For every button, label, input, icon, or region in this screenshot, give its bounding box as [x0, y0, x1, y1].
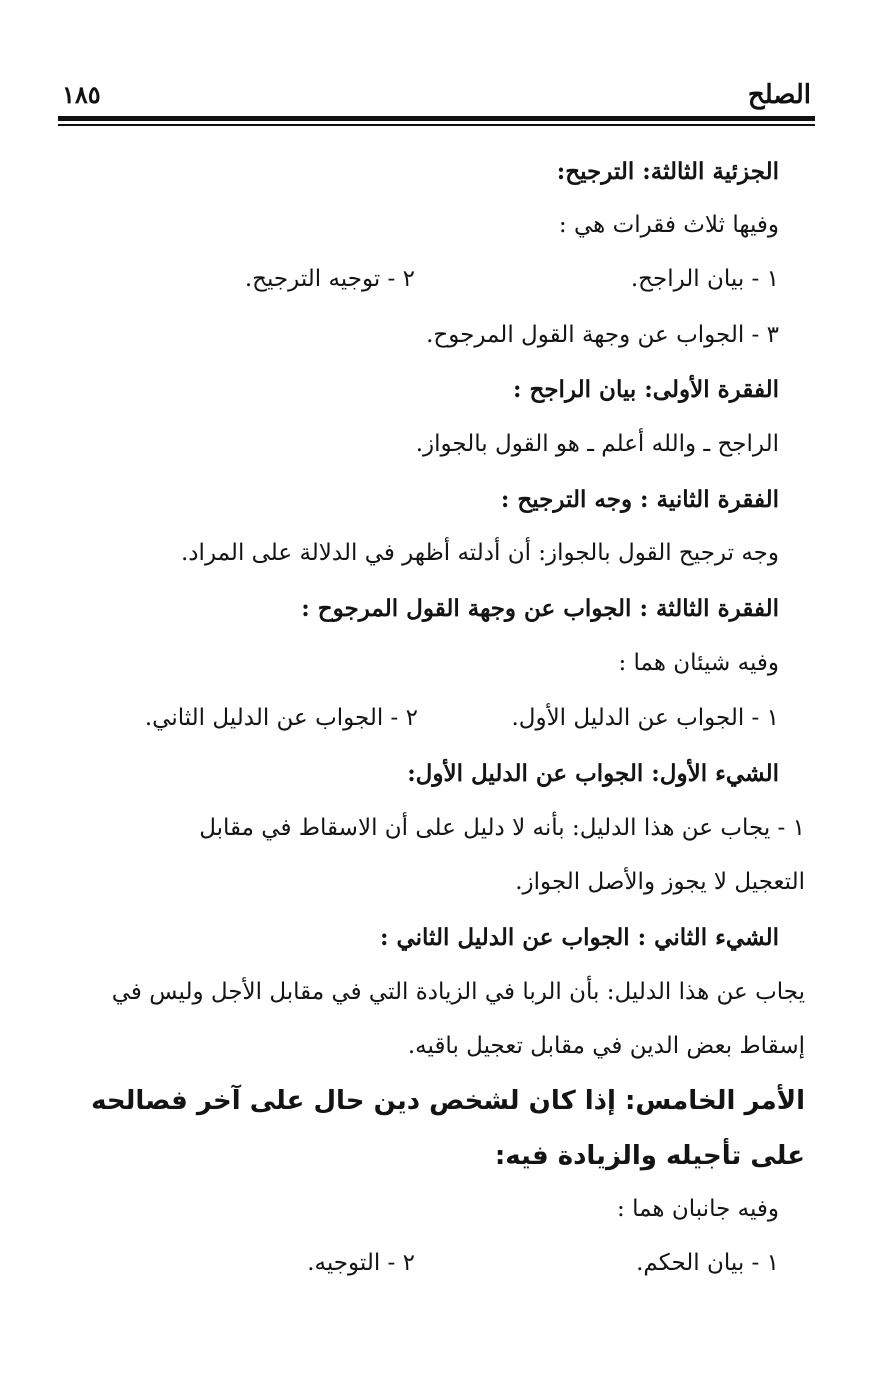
paragraph-text: إسقاط بعض الدين في مقابل تعجيل باقيه. — [407, 1033, 805, 1059]
subheading-para1: الفقرة الأولى: بيان الراجح : — [513, 376, 779, 403]
list-item: ١ - الجواب عن الدليل الأول. — [511, 705, 779, 731]
subheading-thing2: الشيء الثاني : الجواب عن الدليل الثاني : — [379, 924, 779, 951]
list-item: ٢ - التوجيه. — [307, 1250, 415, 1276]
header-rule-thick — [58, 116, 815, 121]
main-heading-matter5-cont: على تأجيله والزيادة فيه: — [494, 1141, 805, 1171]
paragraph-text: ١ - يجاب عن هذا الدليل: بأنه لا دليل على أن الاسقاط في مقابل — [199, 815, 805, 841]
list-item: ١ - بيان الراجح. — [630, 266, 779, 292]
list-item: ٢ - الجواب عن الدليل الثاني. — [144, 705, 418, 731]
page-number: ١٨٥ — [62, 80, 101, 109]
list-item: ١ - بيان الحكم. — [636, 1250, 779, 1276]
list-item: ٣ - الجواب عن وجهة القول المرجوح. — [426, 322, 779, 348]
paragraph-text: يجاب عن هذا الدليل: بأن الربا في الزيادة التي في مقابل الأجل وليس في — [111, 979, 805, 1005]
paragraph-text: الراجح ـ والله أعلم ـ هو القول بالجواز. — [415, 431, 779, 457]
header-rule-thin — [58, 124, 815, 126]
main-heading-matter5: الأمر الخامس: إذا كان لشخص دين حال على آخر فصالحه — [91, 1086, 805, 1116]
running-header-title: الصلح — [747, 80, 811, 110]
list-item: ٢ - توجيه الترجيح. — [244, 266, 415, 292]
subheading-para3: الفقرة الثالثة : الجواب عن وجهة القول المرجوح : — [301, 595, 779, 622]
paragraph-text: التعجيل لا يجوز والأصل الجواز. — [515, 869, 805, 895]
paragraph-text: وفيه شيئان هما : — [618, 650, 779, 676]
paragraph-text: وفيه جانبان هما : — [617, 1196, 779, 1222]
section-heading-tarjih: الجزئية الثالثة: الترجيح: — [556, 158, 779, 185]
paragraph-text: وجه ترجيح القول بالجواز: أن أدلته أظهر في الدلالة على المراد. — [181, 540, 779, 566]
paragraph-intro: وفيها ثلاث فقرات هي : — [558, 212, 779, 238]
subheading-thing1: الشيء الأول: الجواب عن الدليل الأول: — [407, 760, 779, 787]
subheading-para2: الفقرة الثانية : وجه الترجيح : — [500, 486, 779, 513]
